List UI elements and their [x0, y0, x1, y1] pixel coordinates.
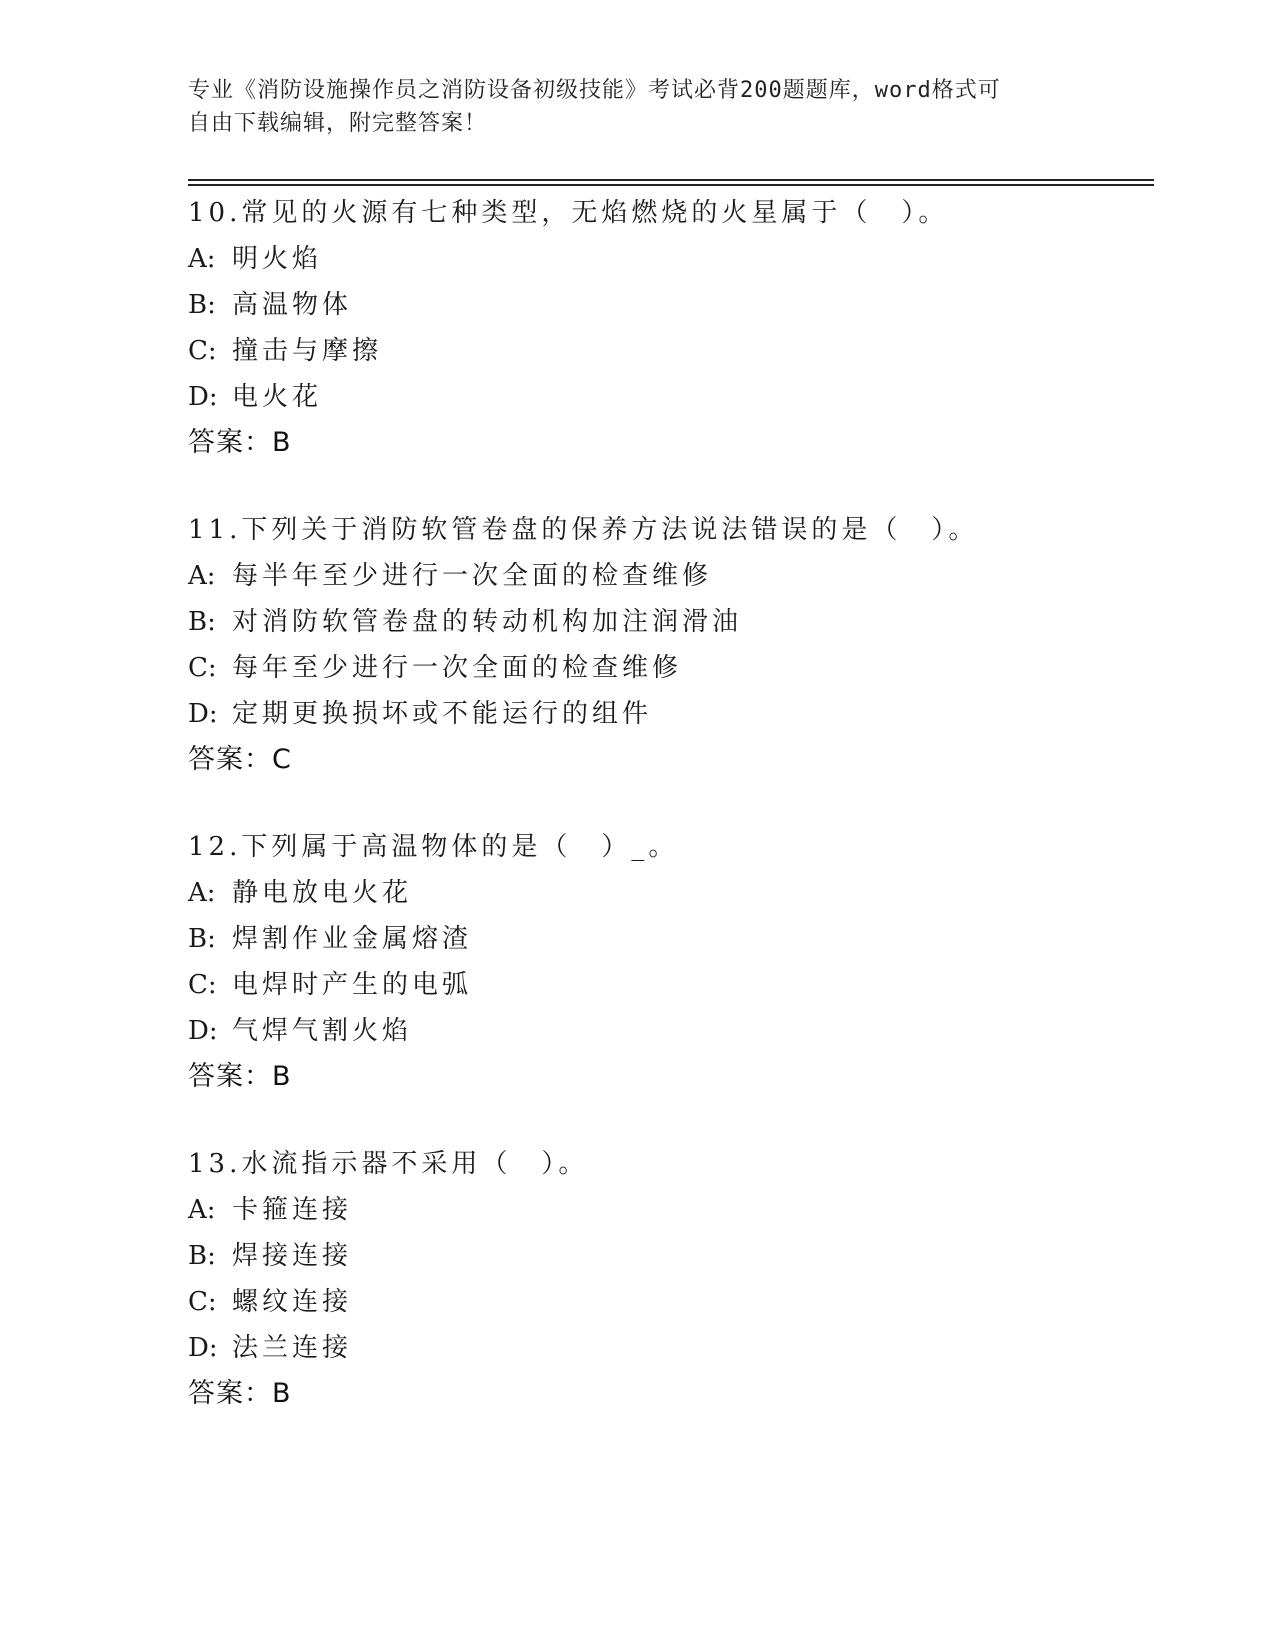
option-letter: B:	[188, 290, 216, 320]
option-text: 法兰连接	[232, 1333, 353, 1363]
option-d	[188, 374, 1148, 420]
option-b	[188, 916, 1148, 962]
option-text: 气焊气割火焰	[232, 1016, 413, 1046]
option-letter: B:	[188, 924, 216, 954]
option-text: 对消防软管卷盘的转动机构加注润滑油	[232, 607, 743, 637]
question-list	[188, 190, 1148, 1458]
option-letter: B:	[188, 1241, 216, 1271]
option-a	[188, 553, 1148, 599]
document-header	[188, 74, 1088, 140]
option-a	[188, 1187, 1148, 1233]
option-letter: D:	[188, 382, 218, 412]
option-b	[188, 1233, 1148, 1279]
option-text: 螺纹连接	[232, 1287, 353, 1317]
header-divider-top	[188, 179, 1154, 181]
option-c	[188, 328, 1148, 374]
option-text: 高温物体	[232, 290, 353, 320]
option-text: 明火焰	[232, 244, 323, 274]
option-a	[188, 236, 1148, 282]
option-text: 撞击与摩擦	[232, 336, 383, 366]
option-a	[188, 870, 1148, 916]
question-12	[188, 824, 1148, 1100]
option-letter: A:	[188, 244, 216, 274]
question-10	[188, 190, 1148, 466]
option-c	[188, 645, 1148, 691]
option-text: 焊接连接	[232, 1241, 353, 1271]
question-stem: 11.下列关于消防软管卷盘的保养方法说法错误的是（ ）。	[188, 515, 979, 545]
option-letter: D:	[188, 699, 218, 729]
question-stem: 10.常见的火源有七种类型，无焰燃烧的火星属于（ ）。	[188, 198, 949, 228]
option-text: 卡箍连接	[232, 1195, 353, 1225]
option-letter: A:	[188, 878, 216, 908]
header-divider-bottom	[188, 184, 1154, 186]
option-c	[188, 1279, 1148, 1325]
option-letter: C:	[188, 1287, 217, 1317]
option-letter: B:	[188, 607, 216, 637]
header-line-1: 专业《消防设施操作员之消防设备初级技能》考试必背200题题库，word格式可	[188, 78, 1001, 103]
option-letter: A:	[188, 561, 216, 591]
option-text: 每年至少进行一次全面的检查维修	[232, 653, 683, 683]
option-d	[188, 1325, 1148, 1371]
option-c	[188, 962, 1148, 1008]
option-d	[188, 691, 1148, 737]
option-text: 焊割作业金属熔渣	[232, 924, 473, 954]
question-11	[188, 507, 1148, 783]
question-stem: 12.下列属于高温物体的是（ ）_。	[188, 832, 679, 862]
option-letter: D:	[188, 1333, 218, 1363]
option-letter: A:	[188, 1195, 216, 1225]
header-line-2: 自由下载编辑，附完整答案！	[188, 111, 488, 136]
option-text: 每半年至少进行一次全面的检查维修	[232, 561, 713, 591]
answer-line: 答案：B	[188, 427, 292, 458]
option-letter: C:	[188, 970, 217, 1000]
option-letter: C:	[188, 653, 217, 683]
question-13	[188, 1141, 1148, 1417]
option-letter: C:	[188, 336, 217, 366]
answer-line: 答案：B	[188, 1378, 292, 1409]
option-letter: D:	[188, 1016, 218, 1046]
option-text: 定期更换损坏或不能运行的组件	[232, 699, 653, 729]
option-b	[188, 599, 1148, 645]
option-d	[188, 1008, 1148, 1054]
answer-line: 答案：B	[188, 1061, 292, 1092]
option-text: 电焊时产生的电弧	[232, 970, 473, 1000]
option-b	[188, 282, 1148, 328]
question-stem: 13.水流指示器不采用（ ）。	[188, 1149, 589, 1179]
answer-line: 答案：C	[188, 744, 292, 775]
option-text: 电火花	[232, 382, 323, 412]
option-text: 静电放电火花	[232, 878, 413, 908]
